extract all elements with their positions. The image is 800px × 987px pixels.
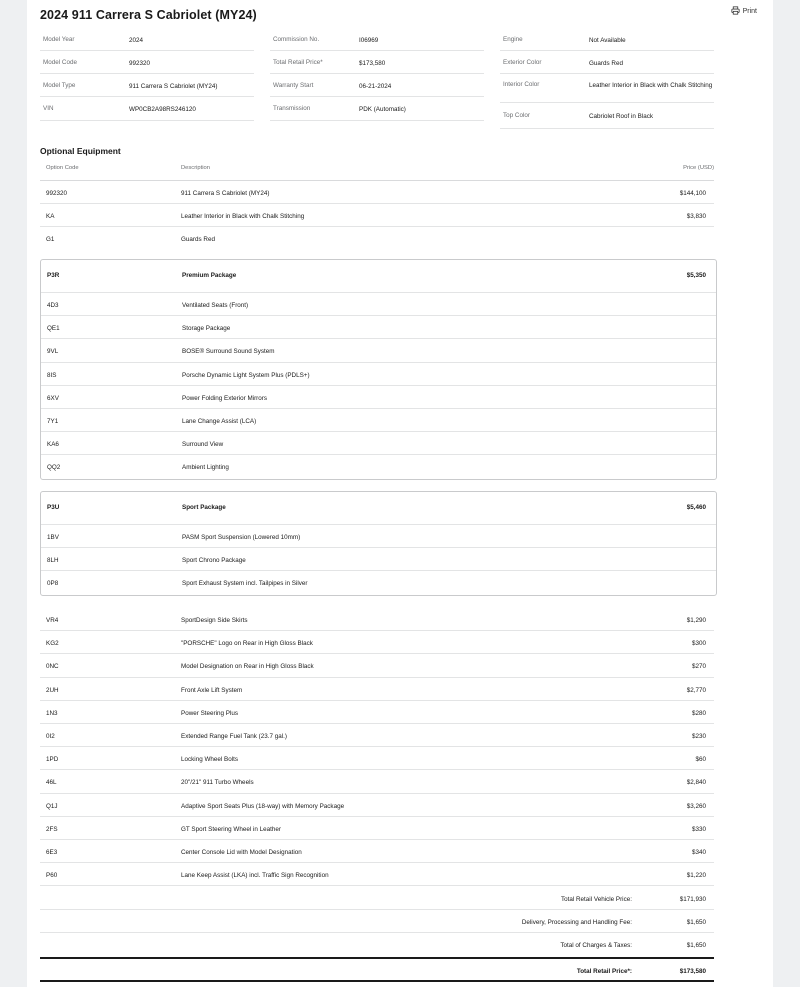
- option-description: Power Steering Plus: [181, 709, 239, 717]
- option-code: KG2: [46, 640, 59, 648]
- total-label: Total of Charges & Taxes:: [560, 942, 632, 950]
- spec-label: Total Retail Price*: [273, 59, 323, 66]
- package-name: Sport Package: [182, 504, 226, 511]
- spec-row-retail-price: [270, 51, 484, 74]
- spec-value: WP0CB2A98RS246120: [129, 106, 196, 113]
- package-item: [41, 293, 716, 316]
- total-value: $173,580: [679, 967, 706, 975]
- option-description: Sport Chrono Package: [182, 557, 246, 565]
- option-code: QE1: [47, 325, 60, 333]
- total-value: $1,650: [686, 942, 706, 950]
- spec-row-model-type: [40, 74, 254, 97]
- option-description: PASM Sport Suspension (Lowered 10mm): [182, 534, 301, 541]
- table-row: [40, 701, 714, 724]
- premium-package-group: [40, 259, 717, 480]
- option-price: $280: [691, 709, 706, 717]
- option-description: Lane Change Assist (LCA): [182, 417, 257, 425]
- spec-label: Top Color: [503, 112, 530, 119]
- option-price: $340: [691, 848, 706, 856]
- option-code: 8IS: [47, 371, 57, 379]
- option-price: $330: [691, 825, 706, 833]
- option-code: 1BV: [47, 534, 59, 541]
- table-row: [40, 863, 714, 886]
- option-price: $270: [691, 663, 706, 671]
- option-description: Extended Range Fuel Tank (23.7 gal.): [181, 732, 287, 740]
- option-code: 9VL: [47, 348, 59, 356]
- package-item: [41, 455, 716, 478]
- price-totals: [40, 887, 714, 982]
- option-code: 7Y1: [47, 417, 59, 425]
- package-item: [41, 339, 716, 362]
- option-description: Storage Package: [182, 325, 231, 333]
- option-code: 0NC: [46, 663, 59, 671]
- table-row: [40, 608, 714, 631]
- column-header-code: Option Code: [46, 165, 79, 171]
- spec-label: Transmission: [273, 105, 311, 112]
- option-price: $2,840: [686, 779, 706, 787]
- option-description: Model Designation on Rear in High Gloss Black: [181, 663, 314, 671]
- spec-value: Leather Interior in Black with Chalk Stitching: [589, 82, 713, 89]
- option-price: $1,220: [686, 872, 706, 880]
- total-value: $171,930: [679, 896, 706, 903]
- package-code: P3R: [47, 272, 60, 279]
- option-description: Sport Exhaust System incl. Tailpipes in Silver: [182, 580, 308, 588]
- column-header-description: Description: [181, 165, 210, 171]
- total-label: Total Retail Vehicle Price:: [560, 896, 632, 903]
- option-description: "PORSCHE" Logo on Rear in High Gloss Black: [181, 640, 313, 648]
- option-price: $60: [695, 756, 706, 764]
- table-row: [40, 654, 714, 677]
- spec-label: Model Code: [43, 59, 77, 66]
- package-item: [41, 548, 716, 571]
- spec-label: Interior Color: [503, 81, 540, 88]
- options-bottom: [40, 608, 714, 886]
- option-code: KA6: [47, 441, 59, 449]
- spec-label: Engine: [503, 36, 523, 43]
- table-row: [40, 678, 714, 701]
- option-price: $144,100: [679, 190, 706, 197]
- option-code: 4D3: [47, 302, 59, 309]
- spec-value: Not Available: [589, 37, 626, 44]
- table-row: [40, 724, 714, 747]
- option-code: 8LH: [47, 557, 59, 565]
- table-row: [40, 770, 714, 793]
- spec-value: 911 Carrera S Cabriolet (MY24): [129, 83, 218, 90]
- spec-row-model-year: [40, 28, 254, 51]
- option-code: 1PD: [46, 756, 59, 764]
- option-description: Leather Interior in Black with Chalk Stitching: [181, 213, 305, 221]
- spec-label: Model Type: [43, 82, 76, 89]
- option-description: Locking Wheel Bolts: [181, 756, 239, 764]
- option-code: KA: [46, 213, 55, 221]
- option-description: 20"/21" 911 Turbo Wheels: [181, 779, 254, 787]
- spec-label: Commission No.: [273, 36, 320, 43]
- page-title: 2024 911 Carrera S Cabriolet (MY24): [40, 8, 257, 22]
- option-price: $2,770: [686, 686, 706, 694]
- option-code: 6E3: [46, 848, 58, 856]
- spec-value: I06969: [359, 37, 379, 44]
- package-header: [41, 260, 716, 293]
- spec-row-model-code: [40, 51, 254, 74]
- package-item: [41, 316, 716, 339]
- table-row: [40, 204, 714, 227]
- spec-label: Warranty Start: [273, 82, 314, 89]
- package-name: Premium Package: [182, 272, 237, 279]
- option-description: Ventilated Seats (Front): [182, 302, 249, 309]
- total-value: $1,650: [686, 919, 706, 927]
- option-description: 911 Carrera S Cabriolet (MY24): [181, 190, 270, 197]
- spec-row-warranty-start: [270, 74, 484, 97]
- package-price: $5,350: [686, 272, 706, 279]
- option-description: Lane Keep Assist (LKA) incl. Traffic Sign Recognition: [181, 872, 329, 880]
- spec-value: PDK (Automatic): [359, 106, 406, 113]
- section-title-optional-equipment: Optional Equipment: [40, 146, 121, 156]
- table-row: [40, 794, 714, 817]
- option-description: Center Console Lid with Model Designation: [181, 848, 302, 856]
- spec-row-interior-color: [500, 74, 714, 103]
- options-top: [40, 181, 714, 251]
- option-code: 6XV: [47, 394, 59, 402]
- option-code: 992320: [46, 190, 68, 197]
- option-description: GT Sport Steering Wheel in Leather: [181, 825, 281, 833]
- option-description: Surround View: [182, 441, 224, 449]
- option-description: Adaptive Sport Seats Plus (18-way) with Memory Package: [181, 802, 345, 810]
- package-item: [41, 571, 716, 594]
- spec-row-top-color: [500, 103, 714, 129]
- window-sticker-page: [27, 0, 773, 987]
- option-price: $3,260: [686, 802, 706, 810]
- column-header-price: Price (USD): [683, 165, 714, 171]
- option-code: 2FS: [46, 825, 58, 833]
- spec-column-2: [270, 28, 484, 121]
- spec-row-exterior-color: [500, 51, 714, 74]
- spec-column-3: [500, 28, 714, 129]
- print-button[interactable]: [731, 6, 757, 17]
- option-price: $3,830: [686, 213, 706, 221]
- spec-value: Cabriolet Roof in Black: [589, 113, 654, 120]
- total-row-retail-price: [40, 957, 714, 982]
- total-row-charges-taxes: [40, 933, 714, 956]
- total-label: Total Retail Price*:: [576, 967, 632, 975]
- option-price: $230: [691, 732, 706, 740]
- package-header: [41, 492, 716, 525]
- spec-label: Model Year: [43, 36, 75, 43]
- table-row: [40, 817, 714, 840]
- option-code: P60: [46, 872, 58, 880]
- spec-column-1: [40, 28, 254, 121]
- package-price: $5,460: [686, 504, 706, 511]
- option-code: 2UH: [46, 686, 59, 694]
- spec-row-transmission: [270, 97, 484, 121]
- option-description: Guards Red: [181, 236, 215, 244]
- option-description: Porsche Dynamic Light System Plus (PDLS+): [182, 371, 310, 379]
- package-item: [41, 432, 716, 455]
- print-label: Print: [742, 8, 757, 15]
- table-row: [40, 181, 714, 204]
- package-item: [41, 363, 716, 386]
- table-row: [40, 747, 714, 770]
- option-description: Ambient Lighting: [182, 464, 229, 472]
- total-row-delivery-fee: [40, 910, 714, 933]
- option-code: QQ2: [47, 464, 61, 472]
- option-code: 1N3: [46, 709, 58, 717]
- option-code: 46L: [46, 779, 57, 787]
- option-code: 0P8: [47, 580, 59, 588]
- spec-row-vin: [40, 97, 254, 121]
- sport-package-group: [40, 491, 717, 596]
- package-item: [41, 525, 716, 548]
- spec-row-engine: [500, 28, 714, 51]
- table-row: [40, 631, 714, 654]
- spec-label: Exterior Color: [503, 59, 542, 66]
- spec-value: 2024: [129, 37, 144, 44]
- spec-label: VIN: [43, 105, 54, 112]
- option-code: 0I2: [46, 732, 55, 740]
- package-item: [41, 409, 716, 432]
- spec-value: 992320: [129, 60, 151, 67]
- total-label: Delivery, Processing and Handling Fee:: [521, 919, 632, 927]
- option-description: Front Axle Lift System: [181, 686, 243, 694]
- spec-value: Guards Red: [589, 60, 623, 67]
- option-description: Power Folding Exterior Mirrors: [182, 394, 268, 402]
- spec-value: 06-21-2024: [359, 83, 392, 90]
- option-description: BOSE® Surround Sound System: [182, 348, 275, 356]
- option-code: G1: [46, 236, 55, 244]
- option-price: $300: [691, 640, 706, 648]
- table-row: [40, 840, 714, 863]
- table-row: [40, 227, 714, 250]
- package-code: P3U: [47, 504, 60, 511]
- printer-icon: [731, 6, 740, 17]
- option-price: $1,290: [686, 617, 706, 624]
- option-code: Q1J: [46, 802, 58, 810]
- total-row-vehicle: [40, 887, 714, 910]
- spec-row-commission: [270, 28, 484, 51]
- option-description: SportDesign Side Skirts: [181, 617, 248, 624]
- package-item: [41, 386, 716, 409]
- spec-value: $173,580: [359, 60, 386, 67]
- option-code: VR4: [46, 617, 59, 624]
